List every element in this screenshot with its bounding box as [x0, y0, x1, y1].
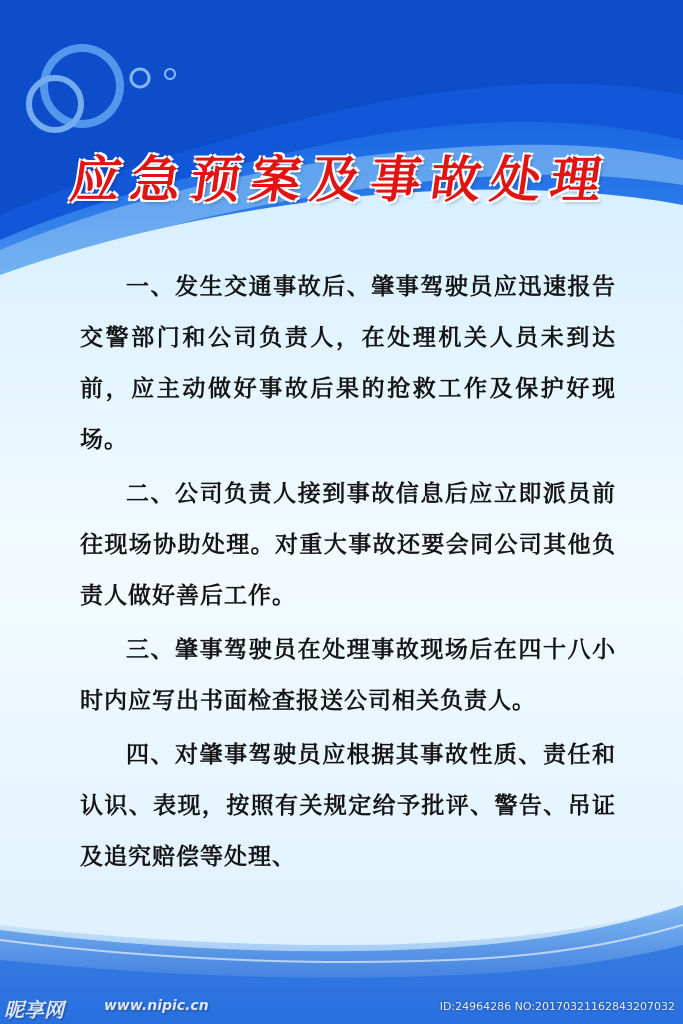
watermark-image-id: ID:24964286 NO:20170321162843207032: [439, 1000, 675, 1013]
paragraph-3: 三、肇事驾驶员在处理事故现场后在四十八小时内应写出书面检查报送公司相关负责人。: [80, 637, 616, 714]
poster-title: 应急预案及事故处理: [66, 150, 616, 209]
paragraph-4: 四、对肇事驾驶员应根据其事故性质、责任和认识、表现，按照有关规定给予批评、警告、吊证及追究赔偿等处理、: [80, 742, 616, 870]
watermark-site: www.nipic.cn: [104, 998, 209, 1014]
watermark-footer: [0, 994, 683, 1024]
poster-content: [80, 262, 616, 886]
paragraph-2: 二、公司负责人接到事故信息后应立即派员前往现场协助处理。对重大事故还要会同公司其他负责人做好善后工作。: [80, 481, 616, 609]
paragraph-1: 一、发生交通事故后、肇事驾驶员应迅速报告交警部门和公司负责人，在处理机关人员未到达前，应主动做好事故后果的抢救工作及保护好现场。: [80, 274, 616, 453]
watermark-brand: 昵享网: [4, 998, 64, 1022]
